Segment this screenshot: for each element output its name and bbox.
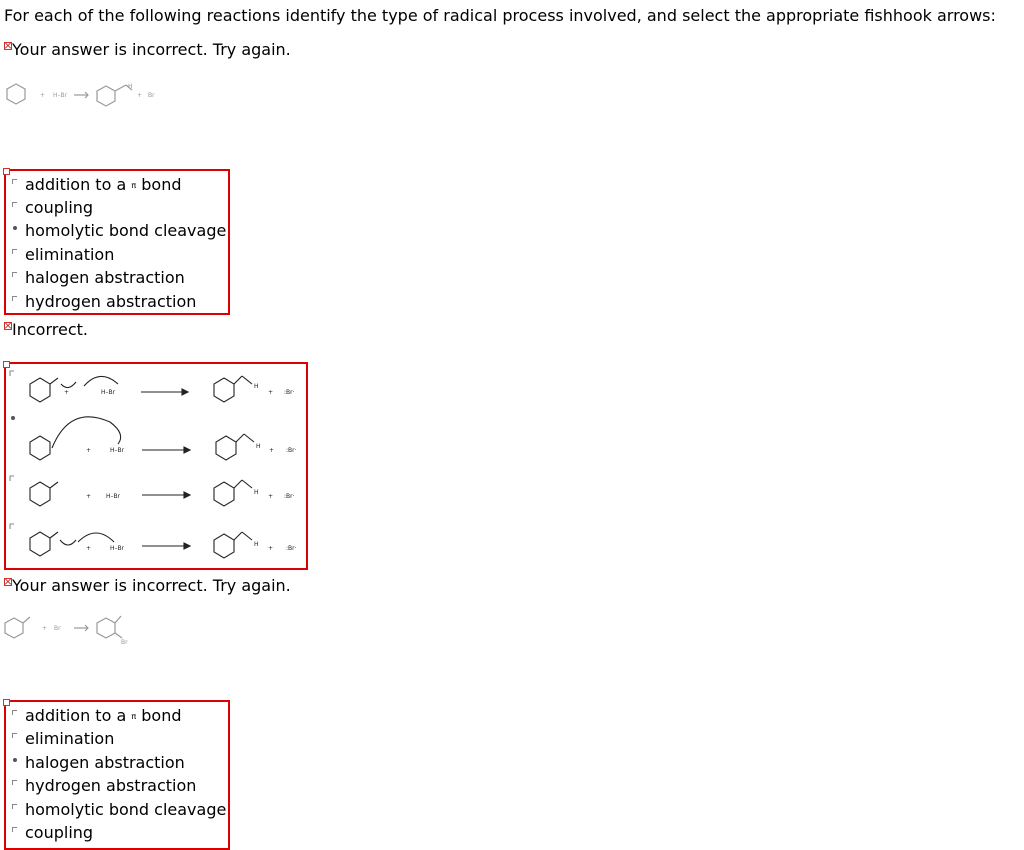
h-label: H bbox=[254, 541, 259, 548]
result-row bbox=[4, 320, 88, 339]
plus-symbol: + bbox=[268, 389, 274, 396]
feedback-text: Your answer is incorrect. Try again. bbox=[12, 40, 291, 59]
radio-button[interactable] bbox=[12, 296, 18, 302]
radio-button-selected[interactable] bbox=[12, 225, 18, 231]
error-icon bbox=[4, 578, 12, 586]
h-label: H bbox=[256, 443, 261, 450]
br-radical-label: Br bbox=[148, 92, 155, 99]
q1-options-box bbox=[4, 169, 230, 315]
hbr-label: H–Br bbox=[110, 545, 125, 552]
radio-button[interactable] bbox=[12, 710, 18, 716]
radio-button-selected[interactable] bbox=[11, 416, 15, 420]
radio-button[interactable] bbox=[10, 524, 14, 529]
plus-symbol: + bbox=[42, 625, 48, 632]
error-icon bbox=[4, 322, 12, 330]
arrows-diagram bbox=[6, 364, 306, 568]
option-label: homolytic bond cleavage bbox=[25, 221, 227, 240]
br-radical-label: :Br· bbox=[286, 447, 297, 454]
hbr-label: H–Br bbox=[106, 493, 121, 500]
error-icon bbox=[3, 168, 10, 175]
option-label: halogen abstraction bbox=[25, 753, 185, 772]
plus-symbol: + bbox=[64, 389, 70, 396]
feedback-row bbox=[4, 40, 291, 59]
option-label: coupling bbox=[25, 823, 94, 842]
option-label: homolytic bond cleavage bbox=[25, 800, 227, 819]
pi-symbol: π bbox=[131, 181, 137, 190]
plus-symbol: + bbox=[40, 92, 46, 99]
fishhook-arrow bbox=[61, 382, 76, 388]
product-ring bbox=[214, 482, 234, 506]
plus-symbol: + bbox=[86, 545, 92, 552]
cyclohexyl-radical bbox=[30, 532, 50, 556]
fishhook-arrow bbox=[52, 417, 121, 448]
option-label: coupling bbox=[25, 198, 94, 217]
fishhook-arrow bbox=[60, 540, 76, 545]
h-label: H bbox=[254, 383, 259, 390]
option-label: hydrogen abstraction bbox=[25, 776, 197, 795]
plus-symbol: + bbox=[86, 493, 92, 500]
br-radical-label: :Br· bbox=[286, 545, 297, 552]
feedback-text: Your answer is incorrect. Try again. bbox=[12, 576, 291, 595]
fishhook-arrow bbox=[84, 376, 118, 386]
fishhook-arrow bbox=[78, 533, 114, 542]
error-icon bbox=[3, 699, 10, 706]
reaction-1-image bbox=[4, 80, 174, 110]
option-label: elimination bbox=[25, 245, 115, 264]
hbr-label: H–Br bbox=[53, 92, 68, 99]
option-label: bond bbox=[141, 175, 182, 194]
plus-symbol: + bbox=[268, 545, 274, 552]
cyclohexyl-radical bbox=[30, 378, 50, 402]
radio-button[interactable] bbox=[12, 272, 18, 278]
option-label: hydrogen abstraction bbox=[25, 292, 197, 311]
radio-button[interactable] bbox=[10, 476, 14, 481]
q2-options-box bbox=[4, 700, 230, 850]
br-radical-label: Br bbox=[54, 625, 61, 632]
reaction-2-image bbox=[4, 610, 134, 646]
option-label: halogen abstraction bbox=[25, 268, 185, 287]
option-label: elimination bbox=[25, 729, 115, 748]
radio-button[interactable] bbox=[12, 827, 18, 833]
h-label: H bbox=[128, 83, 133, 90]
error-icon bbox=[4, 42, 12, 50]
radio-button[interactable] bbox=[10, 371, 14, 376]
radio-button[interactable] bbox=[12, 804, 18, 810]
hbr-label: H–Br bbox=[110, 447, 125, 454]
radio-button[interactable] bbox=[12, 179, 18, 185]
radio-button[interactable] bbox=[12, 202, 18, 208]
cyclohexyl-radical bbox=[30, 482, 50, 506]
h-label: H bbox=[254, 489, 259, 496]
product-ring bbox=[214, 378, 234, 402]
plus-symbol: + bbox=[86, 447, 92, 454]
arrows-choice-box bbox=[4, 362, 308, 570]
option-label: addition to a bbox=[25, 175, 127, 194]
radio-button[interactable] bbox=[12, 780, 18, 786]
plus-symbol: + bbox=[137, 92, 143, 99]
br-label: Br bbox=[121, 639, 128, 646]
plus-symbol: + bbox=[268, 493, 274, 500]
cyclohexyl-radical bbox=[30, 436, 50, 460]
option-label: bond bbox=[141, 706, 182, 725]
product-ring bbox=[216, 436, 236, 460]
br-radical-label: :Br· bbox=[284, 389, 295, 396]
plus-symbol: + bbox=[269, 447, 275, 454]
option-label: addition to a bbox=[25, 706, 127, 725]
result-text: Incorrect. bbox=[12, 320, 88, 339]
feedback-row bbox=[4, 576, 291, 595]
pi-symbol: π bbox=[131, 712, 137, 721]
hbr-label: H–Br bbox=[101, 389, 116, 396]
product-ring bbox=[214, 534, 234, 558]
radio-button-selected[interactable] bbox=[12, 757, 18, 763]
instruction-text: For each of the following reactions identify the type of radical process involved, and select the appropriate fishhook arrows: bbox=[4, 6, 996, 25]
radio-button[interactable] bbox=[12, 249, 18, 255]
br-radical-label: :Br· bbox=[284, 493, 295, 500]
radio-button[interactable] bbox=[12, 733, 18, 739]
